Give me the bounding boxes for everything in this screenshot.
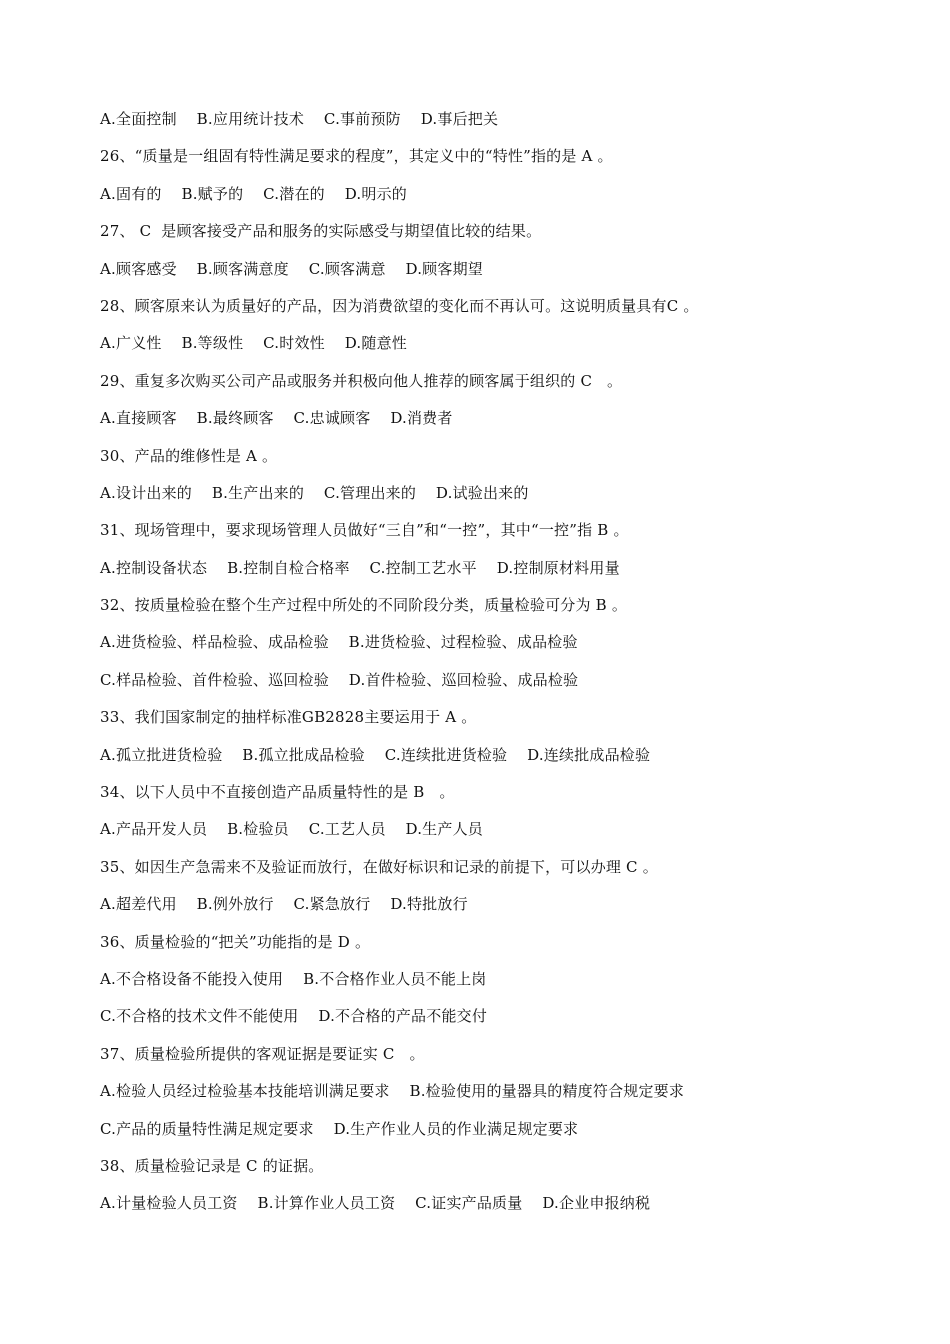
text-line: 26、“质量是一组固有特性满足要求的程度”，其定义中的“特性”指的是 A 。 bbox=[100, 147, 613, 166]
document-page bbox=[100, 106, 890, 1228]
text-line: 34、以下人员中不直接创造产品质量特性的是 B 。 bbox=[100, 783, 455, 802]
text-line: 32、按质量检验在整个生产过程中所处的不同阶段分类，质量检验可分为 B 。 bbox=[100, 596, 628, 615]
text-line: A.计量检验人员工资 B.计算作业人员工资 C.证实产品质量 D.企业申报纳税 bbox=[100, 1194, 651, 1213]
text-line: A.顾客感受 B.顾客满意度 C.顾客满意 D.顾客期望 bbox=[100, 259, 483, 278]
text-line: C.产品的质量特性满足规定要求 D.生产作业人员的作业满足规定要求 bbox=[100, 1119, 579, 1138]
text-line: 31、现场管理中，要求现场管理人员做好“三自”和“一控”，其中“一控”指 B 。 bbox=[100, 521, 629, 540]
text-line: C.不合格的技术文件不能使用 D.不合格的产品不能交付 bbox=[100, 1007, 488, 1026]
text-line: 28、顾客原来认为质量好的产品，因为消费欲望的变化而不再认可。这说明质量具有C 。 bbox=[100, 296, 699, 315]
text-line: 33、我们国家制定的抽样标准GB2828主要运用于 A 。 bbox=[100, 708, 477, 727]
text-line: A.进货检验、样品检验、成品检验 B.进货检验、过程检验、成品检验 bbox=[100, 633, 578, 652]
text-line: 35、如因生产急需来不及验证而放行，在做好标识和记录的前提下，可以办理 C 。 bbox=[100, 857, 658, 876]
text-line: 29、重复多次购买公司产品或服务并积极向他人推荐的顾客属于组织的 C 。 bbox=[100, 371, 623, 390]
text-line: 27、 C 是顾客接受产品和服务的实际感受与期望值比较的结果。 bbox=[100, 222, 542, 241]
text-line: A.不合格设备不能投入使用 B.不合格作业人员不能上岗 bbox=[100, 969, 487, 988]
text-line: A.广义性 B.等级性 C.时效性 D.随意性 bbox=[100, 334, 407, 353]
text-line: A.孤立批进货检验 B.孤立批成品检验 C.连续批进货检验 D.连续批成品检验 bbox=[100, 745, 651, 764]
text-line: 38、质量检验记录是 C 的证据。 bbox=[100, 1156, 324, 1175]
text-line: C.样品检验、首件检验、巡回检验 D.首件检验、巡回检验、成品检验 bbox=[100, 670, 579, 689]
text-line: A.产品开发人员 B.检验员 C.工艺人员 D.生产人员 bbox=[100, 820, 483, 839]
text-line: 37、质量检验所提供的客观证据是要证实 C 。 bbox=[100, 1044, 425, 1063]
text-line: A.检验人员经过检验基本技能培训满足要求 B.检验使用的量器具的精度符合规定要求 bbox=[100, 1082, 685, 1101]
text-line: A.全面控制 B.应用统计技术 C.事前预防 D.事后把关 bbox=[100, 110, 499, 128]
text-line: A.超差代用 B.例外放行 C.紧急放行 D.特批放行 bbox=[100, 895, 468, 914]
text-line: A.设计出来的 B.生产出来的 C.管理出来的 D.试验出来的 bbox=[100, 483, 529, 502]
text-line: 30、产品的维修性是 A 。 bbox=[100, 446, 278, 465]
text-line: A.直接顾客 B.最终顾客 C.忠诚顾客 D.消费者 bbox=[100, 409, 453, 428]
text-line: A.控制设备状态 B.控制自检合格率 C.控制工艺水平 D.控制原材料用量 bbox=[100, 558, 620, 577]
text-line: A.固有的 B.赋予的 C.潜在的 D.明示的 bbox=[100, 184, 407, 203]
text-line: 36、质量检验的“把关”功能指的是 D 。 bbox=[100, 932, 371, 951]
